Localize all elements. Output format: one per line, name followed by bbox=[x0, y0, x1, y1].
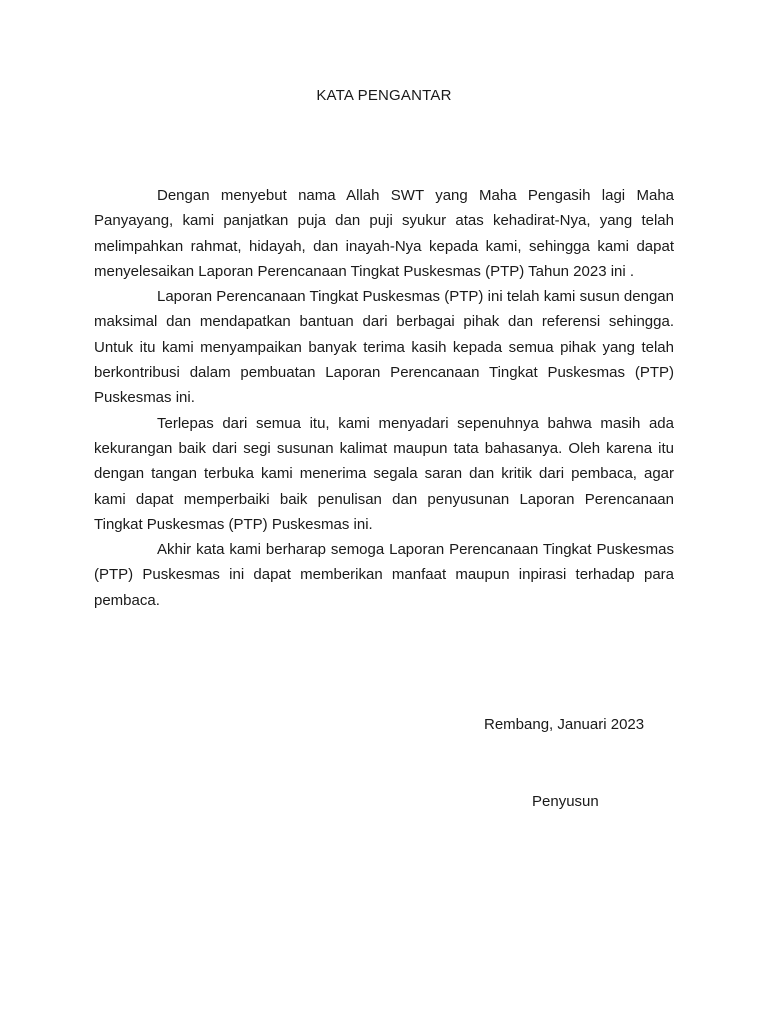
paragraph: Laporan Perencanaan Tingkat Puskesmas (PTP) ini telah kami susun dengan maksimal dan mendapatkan bantuan dari berbagai pihak dan referensi sehingga. Untuk itu kami menyampaikan banyak terima kasih kepada semua pihak yang telah berkontribusi dalam pembuatan Laporan Perencanaan Tingkat Puskesmas (PTP) Puskesmas ini. bbox=[94, 288, 674, 407]
place-date: Rembang, Januari 2023 bbox=[484, 716, 645, 733]
paragraph: Terlepas dari semua itu, kami menyadari sepenuhnya bahwa masih ada kekurangan baik dari segi susunan kalimat maupun tata bahasanya. Oleh karena itu dengan tangan terbuka kami menerima segala saran dan kritik dari pembaca, agar kami dapat memperbaiki baik penulisan dan penyusunan Laporan Perencanaan Tingkat Puskesmas (PTP) Puskesmas ini. bbox=[94, 414, 674, 533]
page-title: KATA PENGANTAR bbox=[316, 87, 452, 104]
paragraph: Akhir kata kami berharap semoga Laporan Perencanaan Tingkat Puskesmas (PTP) Puskesmas ini dapat memberikan manfaat maupun inpirasi terhadap para pembaca. bbox=[94, 541, 674, 609]
paragraph: Dengan menyebut nama Allah SWT yang Maha Pengasih lagi Maha Panyayang, kami panjatkan puja dan puji syukur atas kehadirat-Nya, yang telah melimpahkan rahmat, hidayah, dan inayah-Nya kepada kami, sehingga kami dapat menyelesaikan Laporan Perencanaan Tingkat Puskesmas (PTP) Tahun 2023 ini . bbox=[94, 187, 674, 280]
author-label: Penyusun bbox=[532, 793, 599, 810]
document-body bbox=[94, 183, 674, 613]
